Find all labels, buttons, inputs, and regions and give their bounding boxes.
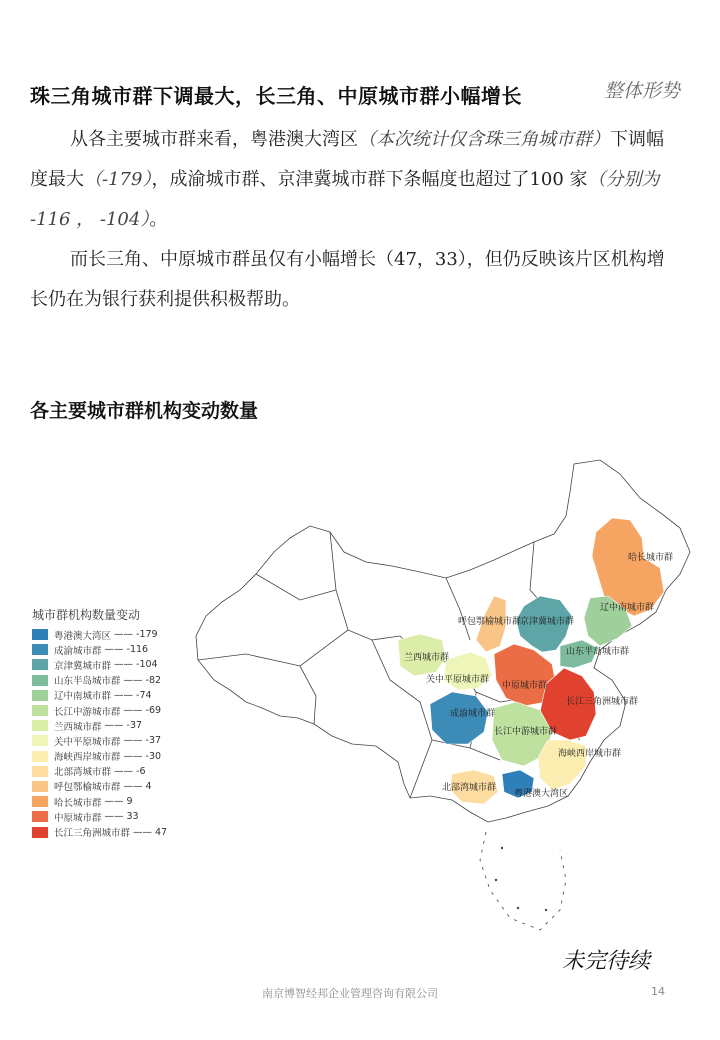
legend-swatch xyxy=(32,720,48,731)
label-jingjinji: 京津冀城市群 xyxy=(520,617,575,627)
p1-text-e: ，成渝城市群、京津冀城市群下条幅度也超过了100 家 xyxy=(151,169,588,190)
legend-swatch xyxy=(32,659,48,670)
legend-label: 长江中游城市群 xyxy=(54,706,121,718)
legend-dash: —— xyxy=(104,811,124,823)
p2-text: 而长三角、中原城市群虽仅有小幅增长（47，33），但仍反映该片区机构增长仍在为银行获利提供积极帮助。 xyxy=(30,249,665,310)
legend-dash: —— xyxy=(123,705,143,717)
legend-label: 北部湾城市群 xyxy=(54,767,112,779)
legend-value: 4 xyxy=(145,780,152,792)
legend-item xyxy=(32,718,202,733)
page-heading: 珠三角城市群下调最大，长三角、中原城市群小幅增长 xyxy=(30,84,522,108)
legend-dash: —— xyxy=(104,720,124,732)
p1-note-d: （-179） xyxy=(84,169,152,190)
legend-item xyxy=(32,703,202,718)
label-beibuwan: 北部湾城市群 xyxy=(442,783,497,793)
section-tag: 整体形势 xyxy=(604,80,681,102)
legend-swatch xyxy=(32,781,48,792)
island-dot xyxy=(545,909,547,911)
legend-dash: —— xyxy=(123,735,143,747)
legend-item xyxy=(32,809,202,824)
legend-swatch xyxy=(32,796,48,807)
legend-label: 关中平原城市群 xyxy=(54,736,121,748)
label-haixia: 海峡西岸城市群 xyxy=(558,749,622,759)
legend-item xyxy=(32,627,202,642)
legend-value: -116 xyxy=(126,644,149,656)
legend-value: 47 xyxy=(155,826,168,838)
label-chengyu: 成渝城市群 xyxy=(450,709,496,719)
legend-swatch xyxy=(32,735,48,746)
legend-label: 呼包鄂榆城市群 xyxy=(54,782,121,794)
island-dot xyxy=(495,879,497,881)
label-lanxi: 兰西城市群 xyxy=(404,653,450,663)
legend-dash: —— xyxy=(114,629,134,641)
legend-dash: —— xyxy=(104,796,124,808)
legend-item xyxy=(32,642,202,657)
paragraph-2 xyxy=(30,240,680,320)
label-hubaoe: 呼包鄂榆城市群 xyxy=(458,617,522,627)
label-zhongyuan: 中原城市群 xyxy=(502,681,548,691)
p1-text-a: 从各主要城市群来看，粤港澳大湾区 xyxy=(70,129,358,150)
legend-title: 城市群机构数量变动 xyxy=(32,608,141,622)
legend-item xyxy=(32,794,202,809)
legend-swatch xyxy=(32,751,48,762)
p1-text-g: 。 xyxy=(149,209,168,230)
legend-dash: —— xyxy=(114,689,134,701)
legend-swatch xyxy=(32,766,48,777)
legend-label: 山东半岛城市群 xyxy=(54,676,121,688)
label-changsanjiao: 长江三角洲城市群 xyxy=(566,697,639,707)
legend-swatch xyxy=(32,705,48,716)
nine-dash-line xyxy=(480,832,566,930)
legend-item xyxy=(32,749,202,764)
legend-label: 海峡西岸城市群 xyxy=(54,752,121,764)
legend-label: 成渝城市群 xyxy=(54,645,102,657)
legend-value: -104 xyxy=(136,659,158,671)
paragraph-1 xyxy=(30,120,680,240)
p1-text-c: 下调幅度最大 xyxy=(30,129,664,190)
country-border xyxy=(196,460,690,822)
legend-item xyxy=(32,824,202,839)
legend-value: 33 xyxy=(126,811,139,823)
legend-item xyxy=(32,764,202,779)
legend-value: -37 xyxy=(145,735,162,747)
legend-label: 兰西城市群 xyxy=(54,721,102,733)
legend-value: -82 xyxy=(145,674,162,686)
island-dot xyxy=(501,847,503,849)
map-legend xyxy=(32,606,202,840)
label-yuegangao: 粤港澳大湾区 xyxy=(514,789,569,799)
legend-swatch xyxy=(32,690,48,701)
legend-item xyxy=(32,688,202,703)
legend-dash: —— xyxy=(123,674,143,686)
label-haerbin: 哈长城市群 xyxy=(628,553,674,563)
label-liaozhongnan: 辽中南城市群 xyxy=(600,603,655,613)
legend-item xyxy=(32,673,202,688)
legend-label: 长江三角洲城市群 xyxy=(54,828,131,840)
legend-dash: —— xyxy=(123,750,143,762)
legend-swatch xyxy=(32,811,48,822)
legend-value: -37 xyxy=(126,720,143,732)
p1-note-f: （分别为 -116 ， -104） xyxy=(30,169,660,230)
label-changjiang: 长江中游城市群 xyxy=(494,727,558,737)
legend-swatch xyxy=(32,644,48,655)
legend-dash: —— xyxy=(104,644,124,656)
legend-item xyxy=(32,657,202,672)
legend-swatch xyxy=(32,827,48,838)
legend-label: 哈长城市群 xyxy=(54,797,102,809)
legend-dash: —— xyxy=(123,780,143,792)
label-shandong: 山东半岛城市群 xyxy=(566,647,630,657)
legend-value: 9 xyxy=(126,796,133,808)
p1-note-a: （本次统计仅含珠三角城市群） xyxy=(358,129,610,150)
legend-dash: —— xyxy=(133,826,153,838)
legend-value: -69 xyxy=(145,705,162,717)
legend-label: 京津冀城市群 xyxy=(54,660,112,672)
legend-value: -6 xyxy=(136,765,146,777)
legend-label: 粤港澳大湾区 xyxy=(54,630,112,642)
legend-dash: —— xyxy=(114,659,134,671)
legend-dash: —— xyxy=(114,765,134,777)
legend-swatch xyxy=(32,629,48,640)
continued-label: 未完待续 xyxy=(562,949,651,974)
region-haixia xyxy=(538,740,586,790)
legend-items xyxy=(32,627,202,840)
legend-label: 辽中南城市群 xyxy=(54,691,112,703)
map-outline xyxy=(196,460,690,822)
legend-item xyxy=(32,733,202,748)
footer-company: 南京博智经邦企业管理咨询有限公司 xyxy=(262,987,438,1000)
page-number: 14 xyxy=(651,985,665,998)
legend-value: -30 xyxy=(145,750,162,762)
map-title: 各主要城市群机构变动数量 xyxy=(30,400,259,422)
legend-value: -74 xyxy=(136,689,152,701)
legend-item xyxy=(32,779,202,794)
legend-label: 中原城市群 xyxy=(54,812,102,824)
label-guanzhong: 关中平原城市群 xyxy=(426,675,490,685)
legend-value: -179 xyxy=(136,629,158,641)
legend-swatch xyxy=(32,675,48,686)
sea-islands xyxy=(495,847,547,911)
island-dot xyxy=(517,907,519,909)
